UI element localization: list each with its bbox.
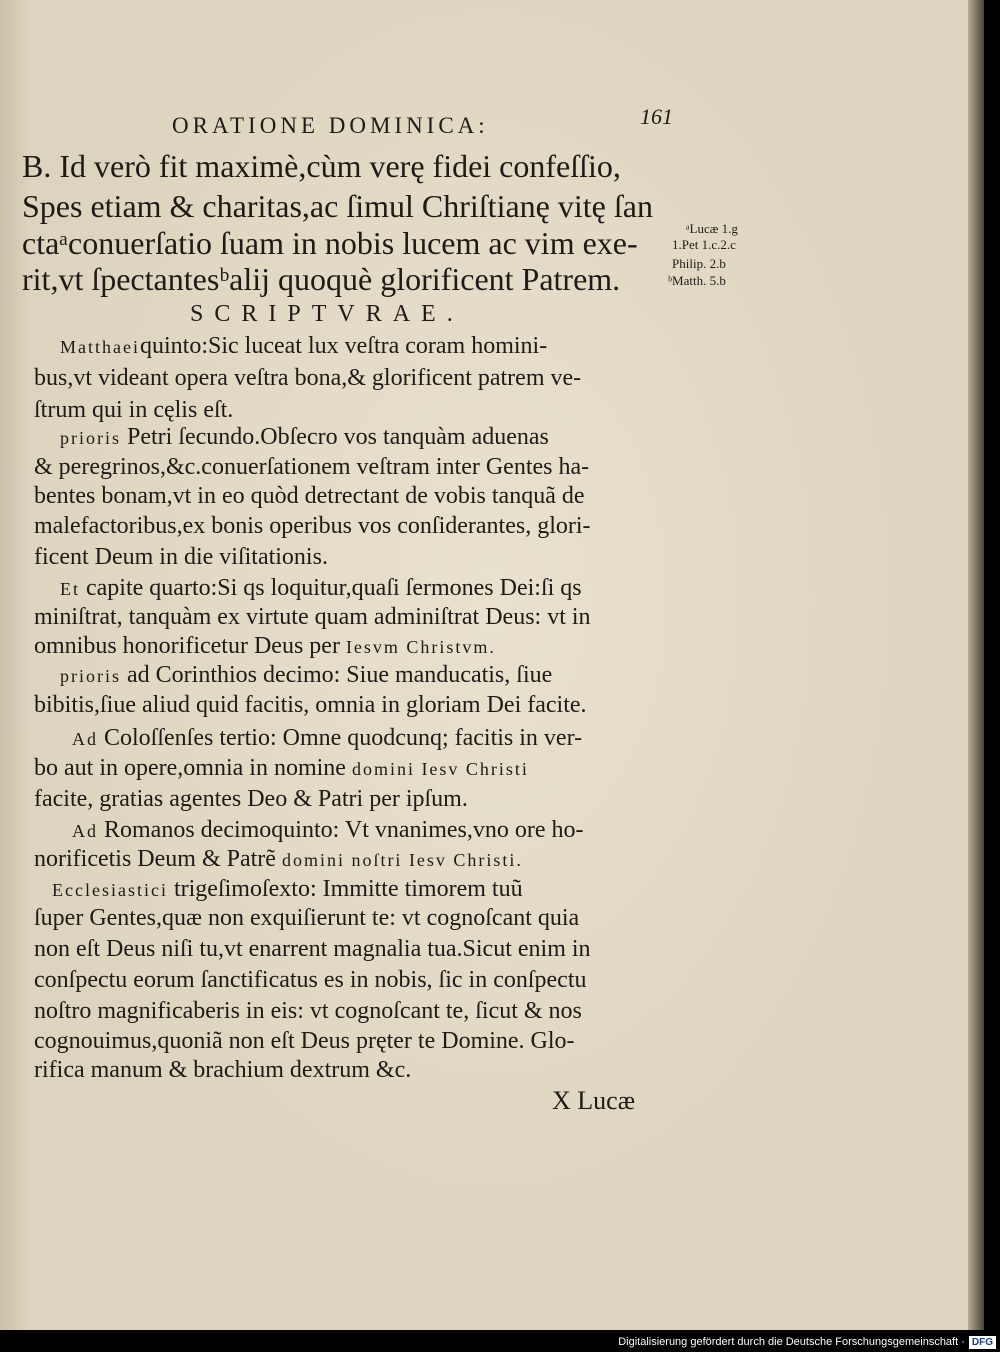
body-text: norificetis Deum & Patrẽ <box>34 846 276 872</box>
small-caps-text: Ecclesiastici <box>52 880 168 900</box>
body-text: capite quarto:Si qs loquitur,quaſi ſermones Dei:ſi qs <box>86 575 582 601</box>
body-line: ſtrum qui in cęlis eſt. <box>34 397 234 423</box>
body-line: & peregrinos,&c.conuerſationem veſtram inter Gentes ha- <box>34 454 590 480</box>
small-caps-text: Iesvm Christvm. <box>345 637 496 657</box>
small-caps-text: domini noſtri Iesv Christi. <box>281 850 523 870</box>
body-line <box>60 576 582 600</box>
body-line: bus,vt videant opera veſtra bona,& glorificent patrem ve- <box>34 365 582 391</box>
small-caps-text: Ad <box>72 821 98 841</box>
small-caps-text: prioris <box>60 428 121 448</box>
body-line: miniſtrat, tanquàm ex virtute quam adminiſtrat Deus: vt in <box>34 604 591 630</box>
body-line <box>60 663 552 687</box>
body-line: bibitis,ſiue aliud quid facitis, omnia in gloriam Dei facite. <box>34 692 587 718</box>
body-line <box>52 877 523 901</box>
body-line: cognouimus,quoniã non eſt Deus pręter te Domine. Glo- <box>34 1028 575 1054</box>
block-line: Spes etiam & charitas,ac ſimul Chriſtianę vitę ſan <box>22 188 653 224</box>
body-text: Coloſſenſes tertio: Omne quodcunq; facitis in ver- <box>104 725 583 751</box>
body-line: noſtro magnificaberis in eis: vt cognoſcant te, ſicut & nos <box>34 998 582 1024</box>
catchword: X Lucæ <box>552 1086 636 1115</box>
body-text: trigeſimoſexto: Immitte timorem tuũ <box>173 876 523 902</box>
dfg-logo: DFG <box>969 1336 996 1349</box>
body-line <box>34 847 523 871</box>
body-line: rifica manum & brachium dextrum &c. <box>34 1057 412 1083</box>
body-line <box>72 726 582 750</box>
body-text: ad Corinthios decimo: Siue manducatis, ſiue <box>127 662 553 688</box>
body-line: ficent Deum in die viſitationis. <box>34 544 328 570</box>
marginal-note: ᵃLucæ 1.g <box>686 221 738 236</box>
body-line: facite, gratias agentes Deo & Patri per ipſum. <box>34 786 468 812</box>
body-text: bo aut in opere,omnia in nomine <box>34 755 346 781</box>
body-line: malefactoribus,ex bonis operibus vos conſiderantes, glori- <box>34 513 591 539</box>
small-caps-text: Ad <box>72 729 98 749</box>
small-caps-text: prioris <box>60 666 121 686</box>
funding-footer <box>618 1334 996 1350</box>
body-text: omnibus honorificetur Deus per <box>34 633 340 659</box>
body-line <box>60 425 549 449</box>
running-head: ORATIONE DOMINICA: <box>172 113 489 138</box>
body-line <box>34 634 496 658</box>
marginal-note: 1.Pet 1.c.2.c <box>672 237 736 252</box>
marginal-note: Philip. 2.b <box>672 256 726 271</box>
body-line: conſpectu eorum ſanctificatus es in nobis, ſic in conſpectu <box>34 967 587 993</box>
funding-credit: Digitalisierung gefördert durch die Deutsche Forschungsgemeinschaft · <box>618 1336 965 1348</box>
folio-number: 161 <box>640 104 673 129</box>
body-line <box>60 334 547 358</box>
body-text: Romanos decimoquinto: Vt vnanimes,vno ore ho- <box>104 817 584 843</box>
small-caps-text: Et <box>60 579 80 599</box>
marginal-note: ᵇMatth. 5.b <box>668 273 726 288</box>
small-caps-text: domini Iesv Christi <box>351 759 529 779</box>
block-line: rit,vt ſpectantesᵇalij quoquè glorificent Patrem. <box>22 261 621 297</box>
small-caps-text: Matthaei <box>60 337 140 357</box>
body-line <box>72 818 584 842</box>
body-line: ſuper Gentes,quæ non exquiſierunt te: vt cognoſcant quia <box>34 905 580 931</box>
body-text: Petri ſecundo.Obſecro vos tanquàm aduenas <box>127 424 549 450</box>
body-text: quinto:Sic luceat lux veſtra coram homini- <box>139 333 548 359</box>
section-title: SCRIPTVRAE. <box>190 301 464 327</box>
block-line: B. Id verò fit maximè,cùm verę fidei confeſſio, <box>22 148 621 184</box>
body-line: non eſt Deus niſi tu,vt enarrent magnalia tua.Sicut enim in <box>34 936 591 962</box>
body-line <box>34 756 529 780</box>
block-line: ctaᵃconuerſatio ſuam in nobis lucem ac vim exe- <box>22 225 638 261</box>
body-line: bentes bonam,vt in eo quòd detrectant de vobis tanquã de <box>34 483 585 509</box>
